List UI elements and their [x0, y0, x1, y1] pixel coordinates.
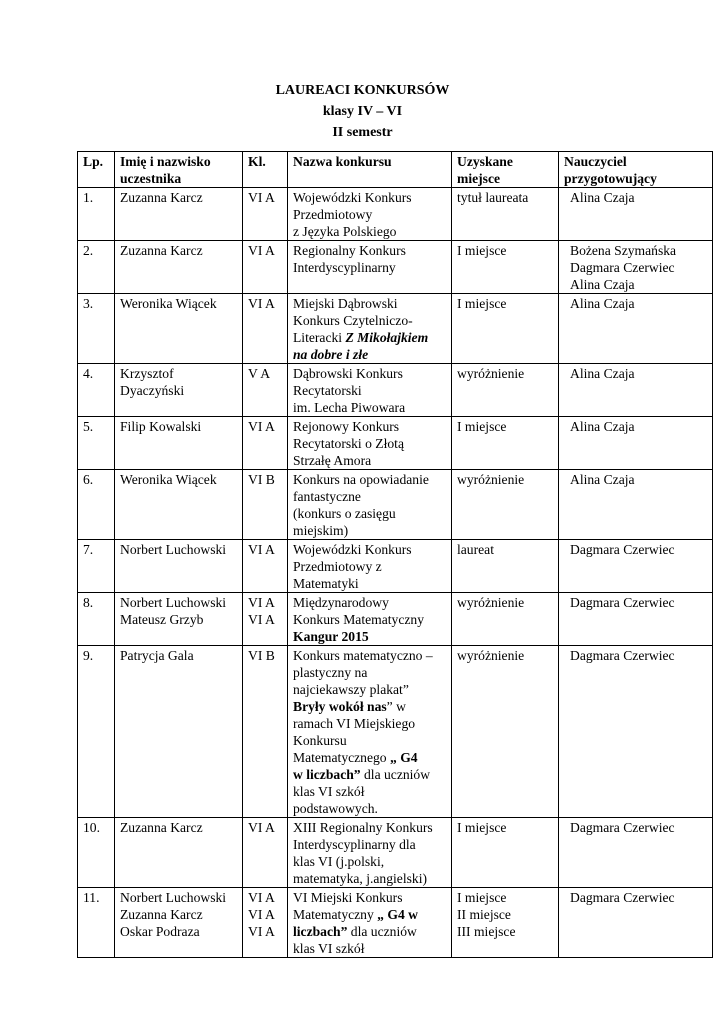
cell-place	[452, 646, 559, 818]
contest-text: Bryły wokół nas	[293, 699, 387, 714]
cell-class	[243, 593, 288, 646]
student-name: Weronika Wiącek	[120, 296, 217, 311]
table-row	[78, 646, 713, 818]
contest-line	[293, 242, 446, 259]
semester-heading: II semestr	[332, 125, 393, 140]
contest-text: Kangur 2015	[293, 629, 369, 644]
cell-place	[452, 593, 559, 646]
contest-line	[293, 418, 446, 435]
contest-text: VI Miejski Konkurs	[293, 890, 403, 905]
place-value: II miejsce	[457, 907, 511, 922]
cell-student	[115, 818, 243, 888]
student-name: Zuzanna Karcz	[120, 907, 203, 922]
table-row	[78, 188, 713, 241]
cell-teacher	[559, 364, 713, 417]
contest-line	[293, 295, 446, 312]
teacher-name: Alina Czaja	[570, 190, 635, 205]
place-value: wyróżnienie	[457, 366, 525, 381]
contest-text: Z Mikołajkiem	[345, 330, 429, 345]
contest-text: Literacki	[293, 330, 346, 345]
place-value: wyróżnienie	[457, 595, 525, 610]
table-row	[78, 417, 713, 470]
cell-place	[452, 417, 559, 470]
contest-line	[293, 836, 446, 853]
contest-line	[293, 505, 446, 522]
cell-lp: 10.	[78, 818, 115, 888]
class-value: V A	[248, 366, 271, 381]
cell-lp: 9.	[78, 646, 115, 818]
header-place-line2: miejsce	[457, 171, 501, 186]
contest-line	[293, 906, 446, 923]
contest-text: Matematyczny	[293, 907, 378, 922]
cell-class	[243, 888, 288, 958]
cell-class	[243, 294, 288, 364]
student-name: Krzysztof	[120, 366, 174, 381]
contest-line	[293, 382, 446, 399]
contest-line	[293, 346, 446, 363]
table-row	[78, 241, 713, 294]
cell-student	[115, 417, 243, 470]
teacher-name: Dagmara Czerwiec	[570, 820, 675, 835]
contest-text: Interdyscyplinarny	[293, 260, 396, 275]
class-value: VI A	[248, 243, 275, 258]
contest-text: Rejonowy Konkurs	[293, 419, 400, 434]
table-row	[78, 593, 713, 646]
cell-place	[452, 241, 559, 294]
contest-line	[293, 889, 446, 906]
contest-line	[293, 365, 446, 382]
contest-text: na dobre i złe	[293, 347, 369, 362]
cell-contest	[288, 818, 452, 888]
class-value: VI B	[248, 472, 275, 487]
cell-place	[452, 540, 559, 593]
contest-text: matematyka, j.angielski)	[293, 871, 428, 886]
cell-student	[115, 593, 243, 646]
teacher-name: Dagmara Czerwiec	[570, 542, 675, 557]
contest-text: klas VI szkół	[293, 941, 365, 956]
cell-class	[243, 540, 288, 593]
contest-text: „ G4 w	[377, 907, 418, 922]
class-value: VI A	[248, 924, 275, 939]
cell-student	[115, 364, 243, 417]
student-name: Norbert Luchowski	[120, 890, 227, 905]
cell-lp: 6.	[78, 470, 115, 540]
laureates-table	[77, 151, 713, 958]
header-class: Kl.	[243, 152, 288, 188]
cell-student	[115, 188, 243, 241]
contest-text: Przedmiotowy	[293, 207, 373, 222]
place-value: I miejsce	[457, 890, 507, 905]
contest-line	[293, 399, 446, 416]
contest-text: im. Lecha Piwowara	[293, 400, 406, 415]
contest-line	[293, 594, 446, 611]
contest-line	[293, 558, 446, 575]
cell-contest	[288, 593, 452, 646]
contest-text: Dąbrowski Konkurs	[293, 366, 403, 381]
header-teacher-line2: przygotowujący	[564, 171, 657, 186]
contest-text: „ G4	[390, 750, 418, 765]
cell-lp: 8.	[78, 593, 115, 646]
class-value: VI A	[248, 190, 275, 205]
cell-class	[243, 188, 288, 241]
header-place	[452, 152, 559, 188]
contest-line	[293, 853, 446, 870]
contest-text: Konkursu	[293, 733, 347, 748]
cell-lp: 5.	[78, 417, 115, 470]
cell-contest	[288, 294, 452, 364]
cell-contest	[288, 888, 452, 958]
place-value: laureat	[457, 542, 494, 557]
cell-lp: 4.	[78, 364, 115, 417]
contest-text: dla uczniów	[360, 767, 431, 782]
contest-line	[293, 575, 446, 592]
place-value: wyróżnienie	[457, 648, 525, 663]
contest-text: Konkurs Matematyczny	[293, 612, 424, 627]
contest-text: Interdyscyplinarny dla	[293, 837, 416, 852]
class-value: VI A	[248, 612, 275, 627]
contest-text: w liczbach”	[293, 767, 361, 782]
contest-line	[293, 681, 446, 698]
student-name: Patrycja Gala	[120, 648, 194, 663]
cell-student	[115, 241, 243, 294]
cell-teacher	[559, 470, 713, 540]
contest-line	[293, 488, 446, 505]
contest-text: Wojewódzki Konkurs	[293, 542, 412, 557]
table-body	[78, 188, 713, 958]
header-place-line1: Uzyskane	[457, 154, 513, 169]
header-contest: Nazwa konkursu	[288, 152, 452, 188]
contest-line	[293, 923, 446, 940]
teacher-name: Alina Czaja	[570, 472, 635, 487]
teacher-name: Dagmara Czerwiec	[570, 260, 675, 275]
contest-text: plastyczny na	[293, 665, 368, 680]
contest-text: XIII Regionalny Konkurs	[293, 820, 433, 835]
contest-line	[293, 471, 446, 488]
header-lp: Lp.	[78, 152, 115, 188]
cell-place	[452, 188, 559, 241]
cell-teacher	[559, 818, 713, 888]
contest-text: ramach VI Miejskiego	[293, 716, 416, 731]
cell-teacher	[559, 294, 713, 364]
contest-line	[293, 189, 446, 206]
contest-line	[293, 522, 446, 539]
cell-student	[115, 470, 243, 540]
cell-teacher	[559, 188, 713, 241]
table-row	[78, 818, 713, 888]
cell-student	[115, 646, 243, 818]
contest-line	[293, 766, 446, 783]
header-teacher	[559, 152, 713, 188]
student-name: Zuzanna Karcz	[120, 820, 203, 835]
contest-line	[293, 259, 446, 276]
cell-class	[243, 646, 288, 818]
teacher-name: Bożena Szymańska	[570, 243, 677, 258]
cell-teacher	[559, 593, 713, 646]
contest-line	[293, 206, 446, 223]
cell-place	[452, 470, 559, 540]
document-subtitle: klasy IV – VI	[322, 104, 403, 119]
table-header-row	[78, 152, 713, 188]
cell-contest	[288, 188, 452, 241]
cell-teacher	[559, 646, 713, 818]
contest-line	[293, 647, 446, 664]
table-row	[78, 364, 713, 417]
contest-text: Regionalny Konkurs	[293, 243, 406, 258]
contest-line	[293, 223, 446, 240]
place-value: tytuł laureata	[457, 190, 529, 205]
class-value: VI A	[248, 907, 275, 922]
contest-line	[293, 819, 446, 836]
place-value: III miejsce	[457, 924, 516, 939]
contest-text: Recytatorski o Złotą	[293, 436, 404, 451]
contest-text: Miejski Dąbrowski	[293, 296, 398, 311]
class-value: VI A	[248, 595, 275, 610]
teacher-name: Dagmara Czerwiec	[570, 595, 675, 610]
student-name: Mateusz Grzyb	[120, 612, 204, 627]
table-row	[78, 540, 713, 593]
contest-text: klas VI (j.polski,	[293, 854, 385, 869]
contest-text: Wojewódzki Konkurs	[293, 190, 412, 205]
header-name-line1: Imię i nazwisko	[120, 154, 211, 169]
place-value: I miejsce	[457, 296, 507, 311]
place-value: I miejsce	[457, 820, 507, 835]
class-value: VI A	[248, 542, 275, 557]
contest-text: Recytatorski	[293, 383, 362, 398]
contest-line	[293, 749, 446, 766]
student-name: Norbert Luchowski	[120, 595, 227, 610]
teacher-name: Alina Czaja	[570, 296, 635, 311]
contest-text: Strzałę Amora	[293, 453, 372, 468]
teacher-name: Alina Czaja	[570, 366, 635, 381]
table-row	[78, 888, 713, 958]
contest-line	[293, 783, 446, 800]
contest-text: dla uczniów	[347, 924, 417, 939]
contest-text: (konkurs o zasięgu	[293, 506, 396, 521]
contest-line	[293, 611, 446, 628]
class-value: VI B	[248, 648, 275, 663]
contest-line	[293, 940, 446, 957]
cell-lp: 2.	[78, 241, 115, 294]
cell-contest	[288, 364, 452, 417]
cell-student	[115, 540, 243, 593]
cell-student	[115, 888, 243, 958]
cell-class	[243, 364, 288, 417]
contest-text: ” w	[386, 699, 406, 714]
contest-line	[293, 800, 446, 817]
cell-contest	[288, 646, 452, 818]
contest-line	[293, 870, 446, 887]
contest-line	[293, 732, 446, 749]
student-name: Dyaczyński	[120, 383, 185, 398]
cell-place	[452, 294, 559, 364]
contest-line	[293, 715, 446, 732]
cell-class	[243, 470, 288, 540]
header-teacher-line1: Nauczyciel	[564, 154, 627, 169]
cell-class	[243, 417, 288, 470]
student-name: Zuzanna Karcz	[120, 243, 203, 258]
contest-text: fantastyczne	[293, 489, 361, 504]
contest-text: Przedmiotowy z	[293, 559, 382, 574]
contest-text: miejskim)	[293, 523, 349, 538]
cell-student	[115, 294, 243, 364]
place-value: I miejsce	[457, 419, 507, 434]
contest-text: Matematycznego	[293, 750, 391, 765]
cell-contest	[288, 470, 452, 540]
contest-line	[293, 541, 446, 558]
cell-teacher	[559, 241, 713, 294]
contest-text: podstawowych.	[293, 801, 378, 816]
table-row	[78, 294, 713, 364]
contest-line	[293, 329, 446, 346]
contest-text: najciekawszy plakat”	[293, 682, 409, 697]
cell-place	[452, 364, 559, 417]
student-name: Filip Kowalski	[120, 419, 202, 434]
table-row	[78, 470, 713, 540]
student-name: Weronika Wiącek	[120, 472, 217, 487]
cell-lp: 7.	[78, 540, 115, 593]
cell-contest	[288, 417, 452, 470]
contest-text: Międzynarodowy	[293, 595, 389, 610]
cell-teacher	[559, 888, 713, 958]
contest-text: liczbach”	[293, 924, 348, 939]
place-value: wyróżnienie	[457, 472, 525, 487]
cell-place	[452, 888, 559, 958]
cell-place	[452, 818, 559, 888]
contest-line	[293, 664, 446, 681]
teacher-name: Alina Czaja	[570, 277, 635, 292]
student-name: Norbert Luchowski	[120, 542, 227, 557]
cell-class	[243, 818, 288, 888]
class-value: VI A	[248, 419, 275, 434]
class-value: VI A	[248, 890, 275, 905]
cell-teacher	[559, 417, 713, 470]
contest-text: klas VI szkół	[293, 784, 365, 799]
contest-text: Konkurs matematyczno –	[293, 648, 433, 663]
teacher-name: Dagmara Czerwiec	[570, 890, 675, 905]
document-title: LAUREACI KONKURSÓW	[275, 83, 450, 98]
place-value: I miejsce	[457, 243, 507, 258]
contest-text: Konkurs na opowiadanie	[293, 472, 429, 487]
class-value: VI A	[248, 296, 275, 311]
cell-lp: 3.	[78, 294, 115, 364]
class-value: VI A	[248, 820, 275, 835]
cell-lp: 11.	[78, 888, 115, 958]
cell-contest	[288, 540, 452, 593]
contest-text: z Języka Polskiego	[293, 224, 397, 239]
teacher-name: Dagmara Czerwiec	[570, 648, 675, 663]
contest-text: Matematyki	[293, 576, 359, 591]
cell-contest	[288, 241, 452, 294]
student-name: Zuzanna Karcz	[120, 190, 203, 205]
cell-class	[243, 241, 288, 294]
cell-lp: 1.	[78, 188, 115, 241]
student-name: Oskar Podraza	[120, 924, 200, 939]
contest-line	[293, 628, 446, 645]
teacher-name: Alina Czaja	[570, 419, 635, 434]
header-name-line2: uczestnika	[120, 171, 182, 186]
header-name	[115, 152, 243, 188]
contest-line	[293, 452, 446, 469]
cell-teacher	[559, 540, 713, 593]
contest-line	[293, 312, 446, 329]
contest-line	[293, 435, 446, 452]
contest-text: Konkurs Czytelniczo-	[293, 313, 413, 328]
contest-line	[293, 698, 446, 715]
